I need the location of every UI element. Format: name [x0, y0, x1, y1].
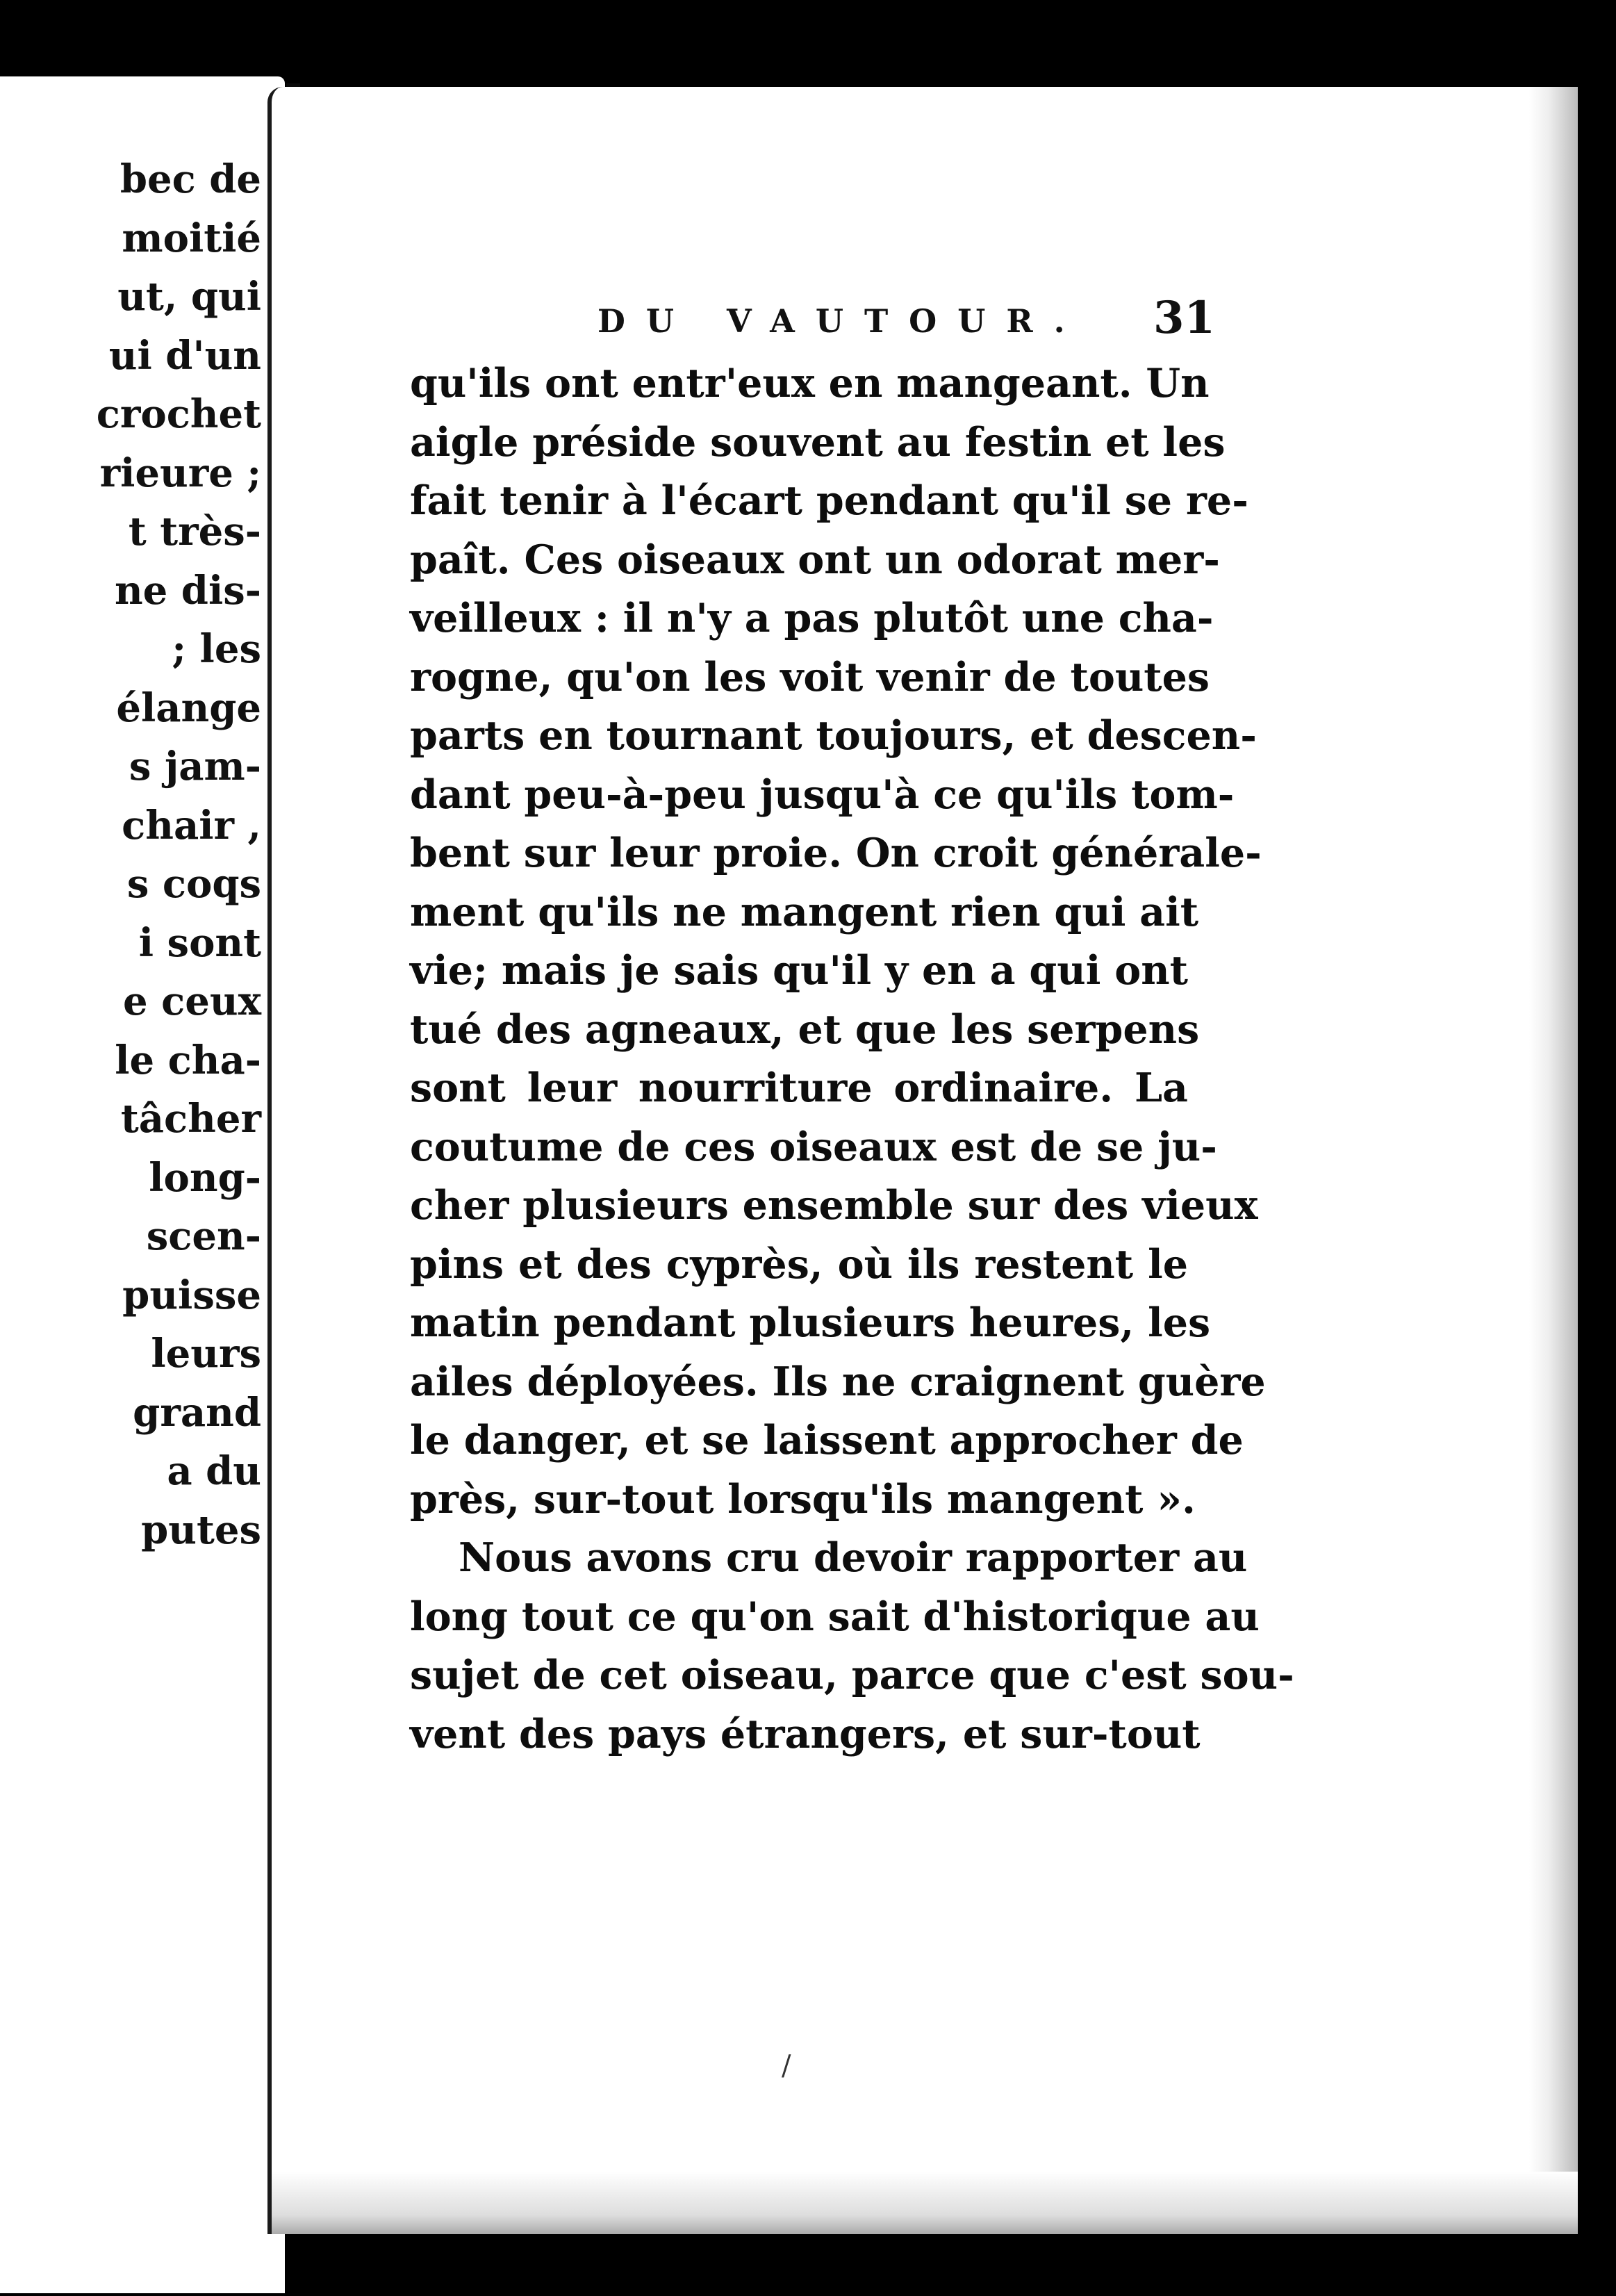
text-line: cher plusieurs ensemble sur des vieux: [410, 1182, 1258, 1229]
text-line: matin pendant plusieurs heures, les: [410, 1299, 1211, 1346]
page-bottom-edge: [272, 2172, 1578, 2234]
scan-top-edge: [1139, 0, 1612, 66]
left-page-line: ut, qui: [117, 274, 261, 320]
page-number: 31: [1153, 292, 1216, 344]
text-line: rogne, qu'on les voit venir de toutes: [410, 653, 1210, 700]
text-line: ment qu'ils ne mangent rien qui ait: [410, 888, 1199, 935]
text-line: dant peu-à-peu jusqu'à ce qu'ils tom-: [410, 771, 1235, 818]
text-line: fait tenir à l'écart pendant qu'il se re-: [410, 477, 1248, 524]
left-page-line: élange: [116, 684, 261, 731]
text-line: tué des agneaux, et que les serpens: [410, 1006, 1200, 1053]
text-line: long tout ce qu'on sait d'historique au: [410, 1593, 1260, 1640]
left-page-line: ; les: [172, 626, 261, 672]
left-page-line: leurs: [151, 1331, 261, 1377]
left-page-line: moitié: [122, 215, 261, 261]
left-page-line: t très-: [128, 509, 261, 555]
running-head: DU VAUTOUR.: [597, 302, 1086, 340]
text-line: qu'ils ont entr'eux en mangeant. Un: [410, 360, 1210, 407]
left-page-line: bec de: [119, 156, 261, 202]
text-line: Nous avons cru devoir rapporter au: [459, 1534, 1248, 1581]
left-page-line: long-: [149, 1154, 261, 1201]
text-line: le danger, et se laissent approcher de: [410, 1417, 1244, 1463]
text-line: vie; mais je sais qu'il y en a qui ont: [410, 947, 1188, 994]
left-page-line: tâcher: [120, 1096, 261, 1142]
left-page-line: ne dis-: [114, 567, 261, 614]
text-line: coutume de ces oiseaux est de se ju-: [410, 1123, 1217, 1170]
left-page-line: e ceux: [123, 978, 261, 1024]
text-line: aigle préside souvent au festin et les: [410, 418, 1226, 466]
left-page-line: s jam-: [129, 744, 261, 789]
left-page-line: a du: [167, 1448, 261, 1494]
text-line: pins et des cyprès, où ils restent le: [410, 1240, 1188, 1288]
text-line: veilleux : il n'y a pas plutôt une cha-: [410, 595, 1214, 641]
text-line: ailes déployées. Ils ne craignent guère: [410, 1358, 1266, 1405]
stray-pen-mark: /: [782, 2050, 791, 2082]
text-line: bent sur leur proie. On croit générale-: [410, 830, 1262, 876]
left-page-line: putes: [141, 1507, 261, 1553]
left-page-line: ui d'un: [108, 332, 261, 379]
left-page-line: le cha-: [115, 1037, 261, 1083]
left-page-line: rieure ;: [99, 450, 261, 496]
body-text: [410, 354, 1294, 1764]
text-line: sujet de cet oiseau, parce que c'est sou-: [410, 1652, 1294, 1698]
text-line: près, sur-tout lorsqu'ils mangent ».: [410, 1475, 1196, 1523]
left-page-line: puisse: [122, 1272, 261, 1318]
text-line: vent des pays étrangers, et sur-tout: [410, 1710, 1201, 1757]
left-page-line: scen-: [146, 1213, 261, 1259]
left-page-line: crochet: [96, 391, 261, 437]
text-line: parts en tournant toujours, et descen-: [410, 712, 1257, 759]
left-page-line: s coqs: [126, 861, 261, 907]
left-page-line: i sont: [138, 919, 261, 966]
text-line: paît. Ces oiseaux ont un odorat mer-: [410, 536, 1220, 583]
left-page-line: chair ,: [122, 802, 261, 848]
left-page: [0, 76, 285, 2293]
left-page-line: grand: [133, 1389, 261, 1436]
page-edge-shadow: [1529, 87, 1578, 2234]
text-line: sont leur nourriture ordinaire. La: [410, 1065, 1188, 1111]
